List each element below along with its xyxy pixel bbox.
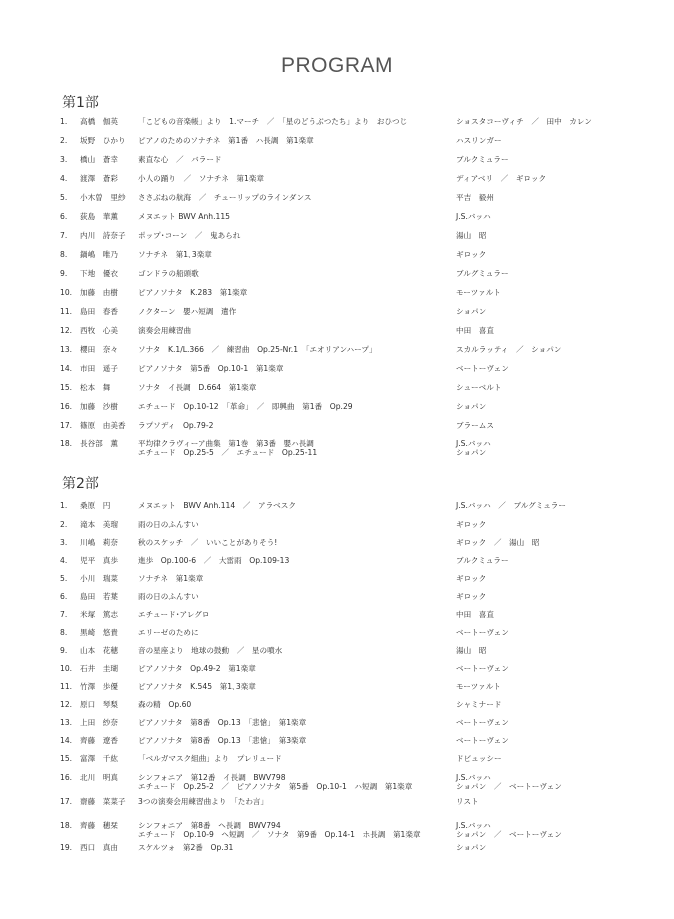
composer-name [456, 402, 656, 411]
performer-name: 下地 優衣 [80, 269, 118, 278]
composer-line: ブラームス [456, 421, 494, 430]
composer-name [456, 610, 656, 619]
piece-line: ソナチネ 第1楽章 [138, 574, 204, 583]
composer-line: ドビュッシー [456, 754, 502, 763]
piece-title [138, 269, 453, 278]
piece-line: ソナタ イ長調 D.664 第1楽章 [138, 383, 257, 392]
composer-name [456, 439, 656, 457]
piece-title [138, 364, 453, 373]
entry-number: 8. [60, 628, 68, 637]
piece-line: 音の星座より 地球の鼓動 ／ 星の噴水 [138, 646, 283, 655]
entry-number: 9. [60, 646, 68, 655]
composer-line: ブルクミュラー [456, 155, 509, 164]
performer-name: 齋藤 菜菜子 [80, 797, 126, 806]
composer-line: J.S.バッハ [456, 773, 491, 782]
entry-number: 11. [60, 682, 73, 691]
piece-line: シンフォニア 第8番 ヘ長調 BWV794 [138, 821, 281, 830]
composer-name [456, 193, 656, 202]
piece-title [138, 174, 453, 183]
entry-number: 5. [60, 574, 68, 583]
piece-line: 「ベルガマスク組曲」より プレリュード [138, 754, 282, 763]
performer-name: 荻島 華薫 [80, 212, 118, 221]
composer-line: モーツァルト [456, 288, 501, 297]
piece-title [138, 754, 453, 763]
entry-number: 12. [60, 700, 73, 709]
piece-title [138, 421, 453, 430]
entry-number: 6. [60, 212, 68, 221]
composer-line: ギロック ／ 湯山 昭 [456, 538, 540, 547]
piece-title [138, 700, 453, 709]
composer-name [456, 821, 656, 839]
piece-line: 素直な心 ／ バラード [138, 155, 222, 164]
composer-name [456, 345, 656, 354]
entry-number: 2. [60, 136, 68, 145]
composer-name [456, 843, 656, 852]
composer-line: 湯山 昭 [456, 646, 487, 655]
entry-number: 15. [60, 383, 73, 392]
piece-title [138, 821, 453, 839]
piece-line: スケルツォ 第2番 Op.31 [138, 843, 234, 852]
composer-line: ギロック [456, 592, 487, 601]
piece-title [138, 155, 453, 164]
piece-line: ささぶねの航海 ／ チューリップのラインダンス [138, 193, 312, 202]
performer-name: 小木曽 里紗 [80, 193, 126, 202]
composer-name [456, 797, 656, 806]
entry-number: 8. [60, 250, 68, 259]
composer-name [456, 574, 656, 583]
entry-number: 4. [60, 174, 68, 183]
piece-title [138, 592, 453, 601]
composer-line: ショスタコーヴィチ ／ 田中 カレン [456, 117, 592, 126]
composer-line: ショパン ／ ベートーヴェン [456, 830, 562, 839]
composer-line: ベートーヴェン [456, 628, 509, 637]
piece-line: 森の精 Op.60 [138, 700, 192, 709]
performer-name: 齊藤 穂栞 [80, 821, 118, 830]
composer-line: ベートーヴェン [456, 364, 509, 373]
performer-name: 北川 明真 [80, 773, 118, 782]
entry-number: 6. [60, 592, 68, 601]
composer-name [456, 592, 656, 601]
performer-name: 児平 真歩 [80, 556, 118, 565]
entry-number: 3. [60, 155, 68, 164]
piece-title [138, 501, 453, 510]
entry-number: 15. [60, 754, 73, 763]
piece-line: 雨の日のふんすい [138, 520, 199, 529]
composer-line: シャミナード [456, 700, 502, 709]
piece-line: 3つの演奏会用練習曲より 「たわ言」 [138, 797, 269, 806]
entry-number: 11. [60, 307, 73, 316]
composer-name [456, 773, 656, 791]
composer-name [456, 646, 656, 655]
composer-name [456, 155, 656, 164]
piece-title [138, 231, 453, 240]
entry-number: 9. [60, 269, 68, 278]
performer-name: 竹澤 歩優 [80, 682, 118, 691]
entry-number: 13. [60, 718, 73, 727]
composer-name [456, 231, 656, 240]
composer-line: J.S.バッハ [456, 212, 491, 221]
composer-name [456, 556, 656, 565]
piece-line: ピアノソナタ Op.49-2 第1楽章 [138, 664, 256, 673]
composer-name [456, 212, 656, 221]
piece-title [138, 193, 453, 202]
performer-name: 富澤 千紘 [80, 754, 118, 763]
piece-title [138, 212, 453, 221]
composer-line: ベートーヴェン [456, 718, 509, 727]
performer-name: 櫻田 奈々 [80, 345, 118, 354]
performer-name: 渡澤 蒼彩 [80, 174, 118, 183]
piece-line: エチュード Op.25-2 ／ ピアノソナタ 第5番 Op.10-1 ハ短調 第1楽章 [138, 782, 413, 791]
entry-number: 7. [60, 610, 68, 619]
composer-line: ショパン [456, 307, 487, 316]
piece-line: ピアノソナタ K.283 第1楽章 [138, 288, 248, 297]
piece-title [138, 646, 453, 655]
piece-line: 演奏会用練習曲 [138, 326, 192, 335]
composer-line: J.S.バッハ [456, 439, 491, 448]
performer-name: 石井 圭瑚 [80, 664, 118, 673]
piece-line: 雨の日のふんすい [138, 592, 199, 601]
performer-name: 川嶋 莉奈 [80, 538, 118, 547]
composer-name [456, 269, 656, 278]
composer-line: ショパン [456, 448, 487, 457]
composer-line: J.S.バッハ ／ ブルグミュラー [456, 501, 566, 510]
piece-line: 小人の踊り ／ ソナチネ 第1楽章 [138, 174, 265, 183]
performer-name: 山本 花穂 [80, 646, 118, 655]
performer-name: 西口 真由 [80, 843, 118, 852]
piece-line: ソナタ K.1/L.366 ／ 練習曲 Op.25-Nr.1 「エオリアンハープ」 [138, 345, 377, 354]
composer-name [456, 383, 656, 392]
composer-name [456, 538, 656, 547]
composer-line: シューベルト [456, 383, 502, 392]
composer-line: ディアベリ ／ ギロック [456, 174, 547, 183]
piece-title [138, 574, 453, 583]
entry-number: 18. [60, 439, 73, 448]
composer-line: ギロック [456, 574, 487, 583]
piece-line: 平均律クラヴィーア曲集 第1巻 第3番 嬰ハ長調 [138, 439, 314, 448]
composer-name [456, 682, 656, 691]
composer-name [456, 664, 656, 673]
performer-name: 上田 紗奈 [80, 718, 118, 727]
piece-title [138, 136, 453, 145]
piece-title [138, 773, 453, 791]
composer-line: ブルクミュラー [456, 556, 509, 565]
composer-line: ハスリンガー [456, 136, 502, 145]
piece-title [138, 520, 453, 529]
performer-name: 松本 舞 [80, 383, 111, 392]
composer-line: ベートーヴェン [456, 664, 509, 673]
piece-title [138, 718, 453, 727]
piece-title [138, 307, 453, 316]
performer-name: 高橋 伽英 [80, 117, 118, 126]
composer-name [456, 364, 656, 373]
piece-title [138, 682, 453, 691]
piece-line: 「こどもの音楽帳」より 1.マーチ ／ 「星のどうぶつたち」より おひつじ [138, 117, 408, 126]
composer-name [456, 718, 656, 727]
piece-title [138, 439, 453, 457]
piece-line: エリーゼのために [138, 628, 199, 637]
performer-name: 西牧 心美 [80, 326, 118, 335]
piece-line: エチュード Op.10-9 ヘ短調 ／ ソナタ 第9番 Op.14-1 ホ長調 第1楽章 [138, 830, 421, 839]
piece-line: 進歩 Op.100-6 ／ 大雷雨 Op.109-13 [138, 556, 290, 565]
composer-line: ショパン [456, 402, 487, 411]
piece-line: ラプソディ Op.79-2 [138, 421, 214, 430]
performer-name: 坂野 ひかり [80, 136, 126, 145]
piece-line: エチュード･アレグロ [138, 610, 210, 619]
performer-name: 小川 瑞菜 [80, 574, 118, 583]
performer-name: 鍋嶋 唯乃 [80, 250, 118, 259]
composer-line: モーツァルト [456, 682, 501, 691]
piece-line: ピアノソナタ K.545 第1､3楽章 [138, 682, 256, 691]
composer-line: 中田 喜直 [456, 326, 494, 335]
entry-number: 5. [60, 193, 68, 202]
piece-line: ピアノソナタ 第5番 Op.10-1 第1楽章 [138, 364, 284, 373]
entry-number: 1. [60, 501, 68, 510]
entry-number: 16. [60, 402, 73, 411]
performer-name: 内川 詩奈子 [80, 231, 126, 240]
composer-name [456, 326, 656, 335]
entry-number: 13. [60, 345, 73, 354]
performer-name: 桑原 円 [80, 501, 111, 510]
entry-number: 19. [60, 843, 73, 852]
piece-title [138, 117, 453, 126]
piece-line: ピアノソナタ 第8番 Op.13 「悲愴」 第3楽章 [138, 736, 307, 745]
performer-name: 篠原 由美香 [80, 421, 126, 430]
performer-name: 米塚 篤志 [80, 610, 118, 619]
entry-number: 10. [60, 664, 73, 673]
piece-line: メヌエット BWV Anh.114 ／ アラベスク [138, 501, 296, 510]
entry-number: 14. [60, 364, 73, 373]
entry-number: 18. [60, 821, 73, 830]
performer-name: 島田 若葉 [80, 592, 118, 601]
piece-title [138, 250, 453, 259]
composer-name [456, 628, 656, 637]
performer-name: 島田 春香 [80, 307, 118, 316]
performer-name: 市田 遥子 [80, 364, 118, 373]
composer-name [456, 736, 656, 745]
entry-number: 12. [60, 326, 73, 335]
entry-number: 4. [60, 556, 68, 565]
piece-title [138, 556, 453, 565]
composer-name [456, 501, 656, 510]
composer-line: ブルグミュラー [456, 269, 509, 278]
composer-line: ショパン ／ ベートーヴェン [456, 782, 562, 791]
composer-line: 中田 喜直 [456, 610, 494, 619]
composer-name [456, 307, 656, 316]
performer-name: 加藤 由樹 [80, 288, 118, 297]
piece-line: ノクターン 嬰ハ短調 遺作 [138, 307, 237, 316]
piece-title [138, 288, 453, 297]
piece-title [138, 610, 453, 619]
composer-name [456, 288, 656, 297]
entry-number: 7. [60, 231, 68, 240]
composer-name [456, 754, 656, 763]
entry-number: 17. [60, 797, 73, 806]
composer-name [456, 136, 656, 145]
composer-line: スカルラッティ ／ ショパン [456, 345, 562, 354]
composer-line: ギロック [456, 250, 487, 259]
entry-number: 16. [60, 773, 73, 782]
piece-line: ポップ･コーン ／ 鬼あられ [138, 231, 241, 240]
piece-title [138, 345, 453, 354]
piece-line: エチュード Op.10-12 「革命」 ／ 即興曲 第1番 Op.29 [138, 402, 353, 411]
composer-line: 平吉 毅州 [456, 193, 494, 202]
piece-line: ゴンドラの船頭歌 [138, 269, 199, 278]
entry-number: 10. [60, 288, 73, 297]
entry-number: 2. [60, 520, 68, 529]
composer-name [456, 700, 656, 709]
composer-line: リスト [456, 797, 479, 806]
composer-name [456, 117, 656, 126]
section-heading: 第2部 [62, 476, 99, 492]
performer-name: 原口 琴梨 [80, 700, 118, 709]
piece-title [138, 736, 453, 745]
composer-name [456, 421, 656, 430]
piece-line: シンフォニア 第12番 イ長調 BWV798 [138, 773, 286, 782]
piece-line: メヌエット BWV Anh.115 [138, 212, 231, 221]
entry-number: 1. [60, 117, 68, 126]
piece-title [138, 326, 453, 335]
program-title: PROGRAM [280, 54, 393, 77]
performer-name: 黒崎 悠貴 [80, 628, 118, 637]
entry-number: 14. [60, 736, 73, 745]
piece-line: ピアノソナタ 第8番 Op.13 「悲愴」 第1楽章 [138, 718, 307, 727]
piece-title [138, 383, 453, 392]
composer-line: J.S.バッハ [456, 821, 491, 830]
composer-line: ショパン [456, 843, 487, 852]
piece-line: エチュード Op.25-5 ／ エチュード Op.25-11 [138, 448, 318, 457]
performer-name: 齊藤 遼香 [80, 736, 118, 745]
piece-line: ピアノのためのソナチネ 第1番 ハ長調 第1楽章 [138, 136, 314, 145]
performer-name: 加藤 沙樹 [80, 402, 118, 411]
piece-title [138, 402, 453, 411]
piece-title [138, 664, 453, 673]
composer-line: ギロック [456, 520, 487, 529]
section-heading: 第1部 [62, 95, 99, 111]
composer-name [456, 520, 656, 529]
performer-name: 長谷部 薫 [80, 439, 118, 448]
composer-line: 湯山 昭 [456, 231, 487, 240]
composer-name [456, 250, 656, 259]
piece-line: ソナチネ 第1､3楽章 [138, 250, 212, 259]
piece-title [138, 538, 453, 547]
piece-title [138, 843, 453, 852]
performer-name: 滝本 美瑠 [80, 520, 118, 529]
entry-number: 3. [60, 538, 68, 547]
composer-line: ベートーヴェン [456, 736, 509, 745]
composer-name [456, 174, 656, 183]
entry-number: 17. [60, 421, 73, 430]
piece-title [138, 797, 453, 806]
piece-line: 秋のスケッチ ／ いいことがありそう! [138, 538, 278, 547]
piece-title [138, 628, 453, 637]
performer-name: 橋山 蒼幸 [80, 155, 118, 164]
